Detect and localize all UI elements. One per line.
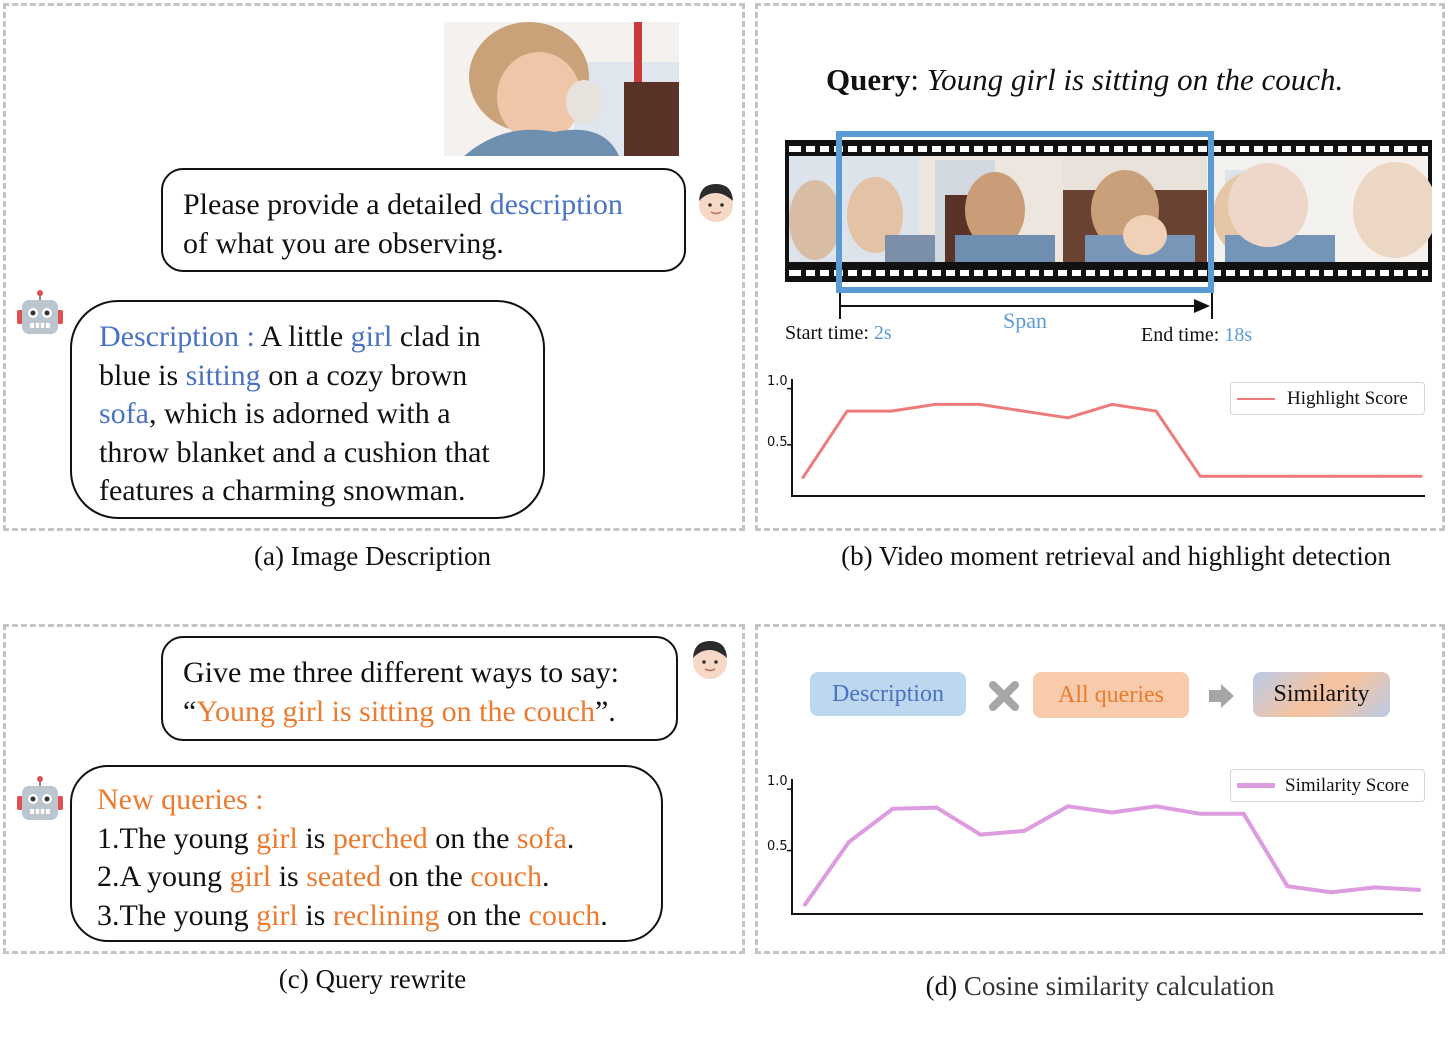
prompt-line-1: Please provide a detailed description — [183, 188, 623, 221]
keyword-description: description — [489, 188, 623, 221]
desc-line-4: throw blanket and a cushion that — [99, 435, 490, 469]
all-queries-box: All queries — [1033, 672, 1189, 718]
data-point — [1066, 416, 1069, 419]
highlight-legend — [1230, 382, 1425, 415]
query-item: 3.The young girl is reclining on the couch. — [97, 898, 608, 932]
series-line — [803, 404, 1421, 477]
d-ytick-10: 1.0 — [767, 774, 788, 789]
similarity-box: Similarity — [1253, 672, 1390, 717]
film-perforation — [829, 146, 834, 152]
query-item: 2.A young girl is seated on the couch. — [97, 860, 550, 893]
query-text: Query: Young girl is sitting on the couch. — [826, 62, 1344, 97]
film-perforation — [815, 270, 820, 276]
robot-avatar-icon — [15, 776, 65, 831]
end-time-label: End time: 18s — [1141, 324, 1253, 346]
caption-c: (c) Query rewrite — [278, 964, 467, 994]
caption-a: (a) Image Description — [254, 541, 491, 571]
film-perforation — [1277, 146, 1282, 152]
film-perforation — [1431, 146, 1432, 152]
film-perforation — [1305, 146, 1310, 152]
film-perforation — [1333, 270, 1338, 276]
similarity-legend-swatch — [1237, 783, 1275, 788]
user-rewrite-bubble — [161, 636, 678, 741]
film-perforation — [1403, 146, 1408, 152]
film-perforation — [1417, 270, 1422, 276]
query-item: 1.The young girl is perched on the sofa. — [97, 821, 575, 855]
caption-d: (d) Cosine similarity calculation — [925, 971, 1275, 1001]
film-perforation — [1319, 146, 1324, 152]
film-perforation — [1291, 146, 1296, 152]
film-perforation — [1347, 270, 1352, 276]
prompt-line-2: of what you are observing. — [183, 226, 504, 260]
data-point — [1331, 475, 1334, 478]
desc-line-5: features a charming snowman. — [99, 474, 466, 507]
multiply-icon — [988, 681, 1020, 716]
data-point — [1111, 403, 1114, 406]
film-perforation — [1305, 270, 1310, 276]
span-label: Span — [1003, 308, 1047, 333]
new-queries-label: New queries : — [97, 783, 264, 816]
film-perforation — [1389, 270, 1394, 276]
film-perforation — [1389, 146, 1394, 152]
film-perforation — [1403, 270, 1408, 276]
film-perforation — [1361, 270, 1366, 276]
data-point — [847, 840, 851, 844]
data-point — [803, 903, 807, 907]
user-avatar-icon — [694, 181, 738, 230]
d-ytick-05: 0.5 — [767, 839, 788, 854]
film-perforation — [1263, 146, 1268, 152]
film-perforation — [1263, 270, 1268, 276]
data-point — [1285, 884, 1289, 888]
span-highlight-box — [836, 131, 1214, 293]
data-point — [1375, 475, 1378, 478]
data-point — [1420, 475, 1423, 478]
arrow-right-icon — [1207, 682, 1235, 715]
rewrite-line-2: “Young girl is sitting on the couch”. — [183, 694, 616, 728]
film-perforation — [1375, 146, 1380, 152]
film-perforation — [1347, 146, 1352, 152]
user-avatar-icon — [688, 638, 732, 687]
bot-description-bubble — [70, 300, 545, 519]
b-ytick-10: 1.0 — [767, 374, 788, 389]
desc-line-2: blue is sitting on a cozy brown — [99, 358, 468, 392]
data-point — [978, 833, 982, 837]
data-point — [1329, 890, 1333, 894]
similarity-legend-label: Similarity Score — [1285, 774, 1410, 796]
film-perforation — [1235, 270, 1240, 276]
series-line — [805, 806, 1419, 904]
data-point — [891, 807, 895, 811]
film-perforation — [1249, 270, 1254, 276]
data-point — [1022, 410, 1025, 413]
film-perforation — [829, 270, 834, 276]
data-point — [1242, 812, 1246, 816]
data-point — [846, 410, 849, 413]
data-point — [1198, 812, 1202, 816]
film-perforation — [1431, 270, 1432, 276]
data-point — [1154, 804, 1158, 808]
b-ytick-05: 0.5 — [767, 435, 788, 450]
film-perforation — [801, 270, 806, 276]
similarity-legend — [1230, 769, 1425, 802]
start-time-label: Start time: 2s — [785, 322, 892, 344]
data-point — [802, 476, 805, 479]
data-point — [1373, 885, 1377, 889]
data-point — [1199, 475, 1202, 478]
film-perforation — [1361, 146, 1366, 152]
data-point — [1155, 410, 1158, 413]
user-prompt-bubble — [161, 168, 686, 272]
film-perforation — [1221, 146, 1226, 152]
data-point — [1022, 829, 1026, 833]
film-perforation — [1235, 146, 1240, 152]
data-point — [1417, 888, 1421, 892]
desc-line-3: sofa, which is adorned with a — [99, 397, 451, 430]
film-perforation — [1291, 270, 1296, 276]
film-perforation — [1319, 270, 1324, 276]
film-perforation — [801, 146, 806, 152]
bot-queries-bubble — [70, 765, 663, 942]
highlight-legend-swatch — [1237, 398, 1275, 400]
film-perforation — [1417, 146, 1422, 152]
rewrite-line-1: Give me three different ways to say: — [183, 656, 619, 689]
description-box: Description — [810, 672, 966, 716]
film-perforation — [1221, 270, 1226, 276]
data-point — [890, 410, 893, 413]
data-point — [978, 403, 981, 406]
data-point — [934, 403, 937, 406]
data-point — [1110, 810, 1114, 814]
film-perforation — [1277, 270, 1282, 276]
caption-b: (b) Video moment retrieval and highlight detection — [841, 541, 1391, 571]
film-perforation — [1375, 270, 1380, 276]
data-point — [1243, 475, 1246, 478]
data-point — [1066, 804, 1070, 808]
highlight-legend-label: Highlight Score — [1287, 387, 1408, 409]
data-point — [1287, 475, 1290, 478]
film-perforation — [1333, 146, 1338, 152]
girl-photo — [444, 22, 679, 156]
film-perforation — [1249, 146, 1254, 152]
desc-line-1: Description : A little girl clad in — [99, 320, 481, 353]
film-perforation — [815, 146, 820, 152]
data-point — [935, 806, 939, 810]
robot-avatar-icon — [15, 290, 65, 345]
